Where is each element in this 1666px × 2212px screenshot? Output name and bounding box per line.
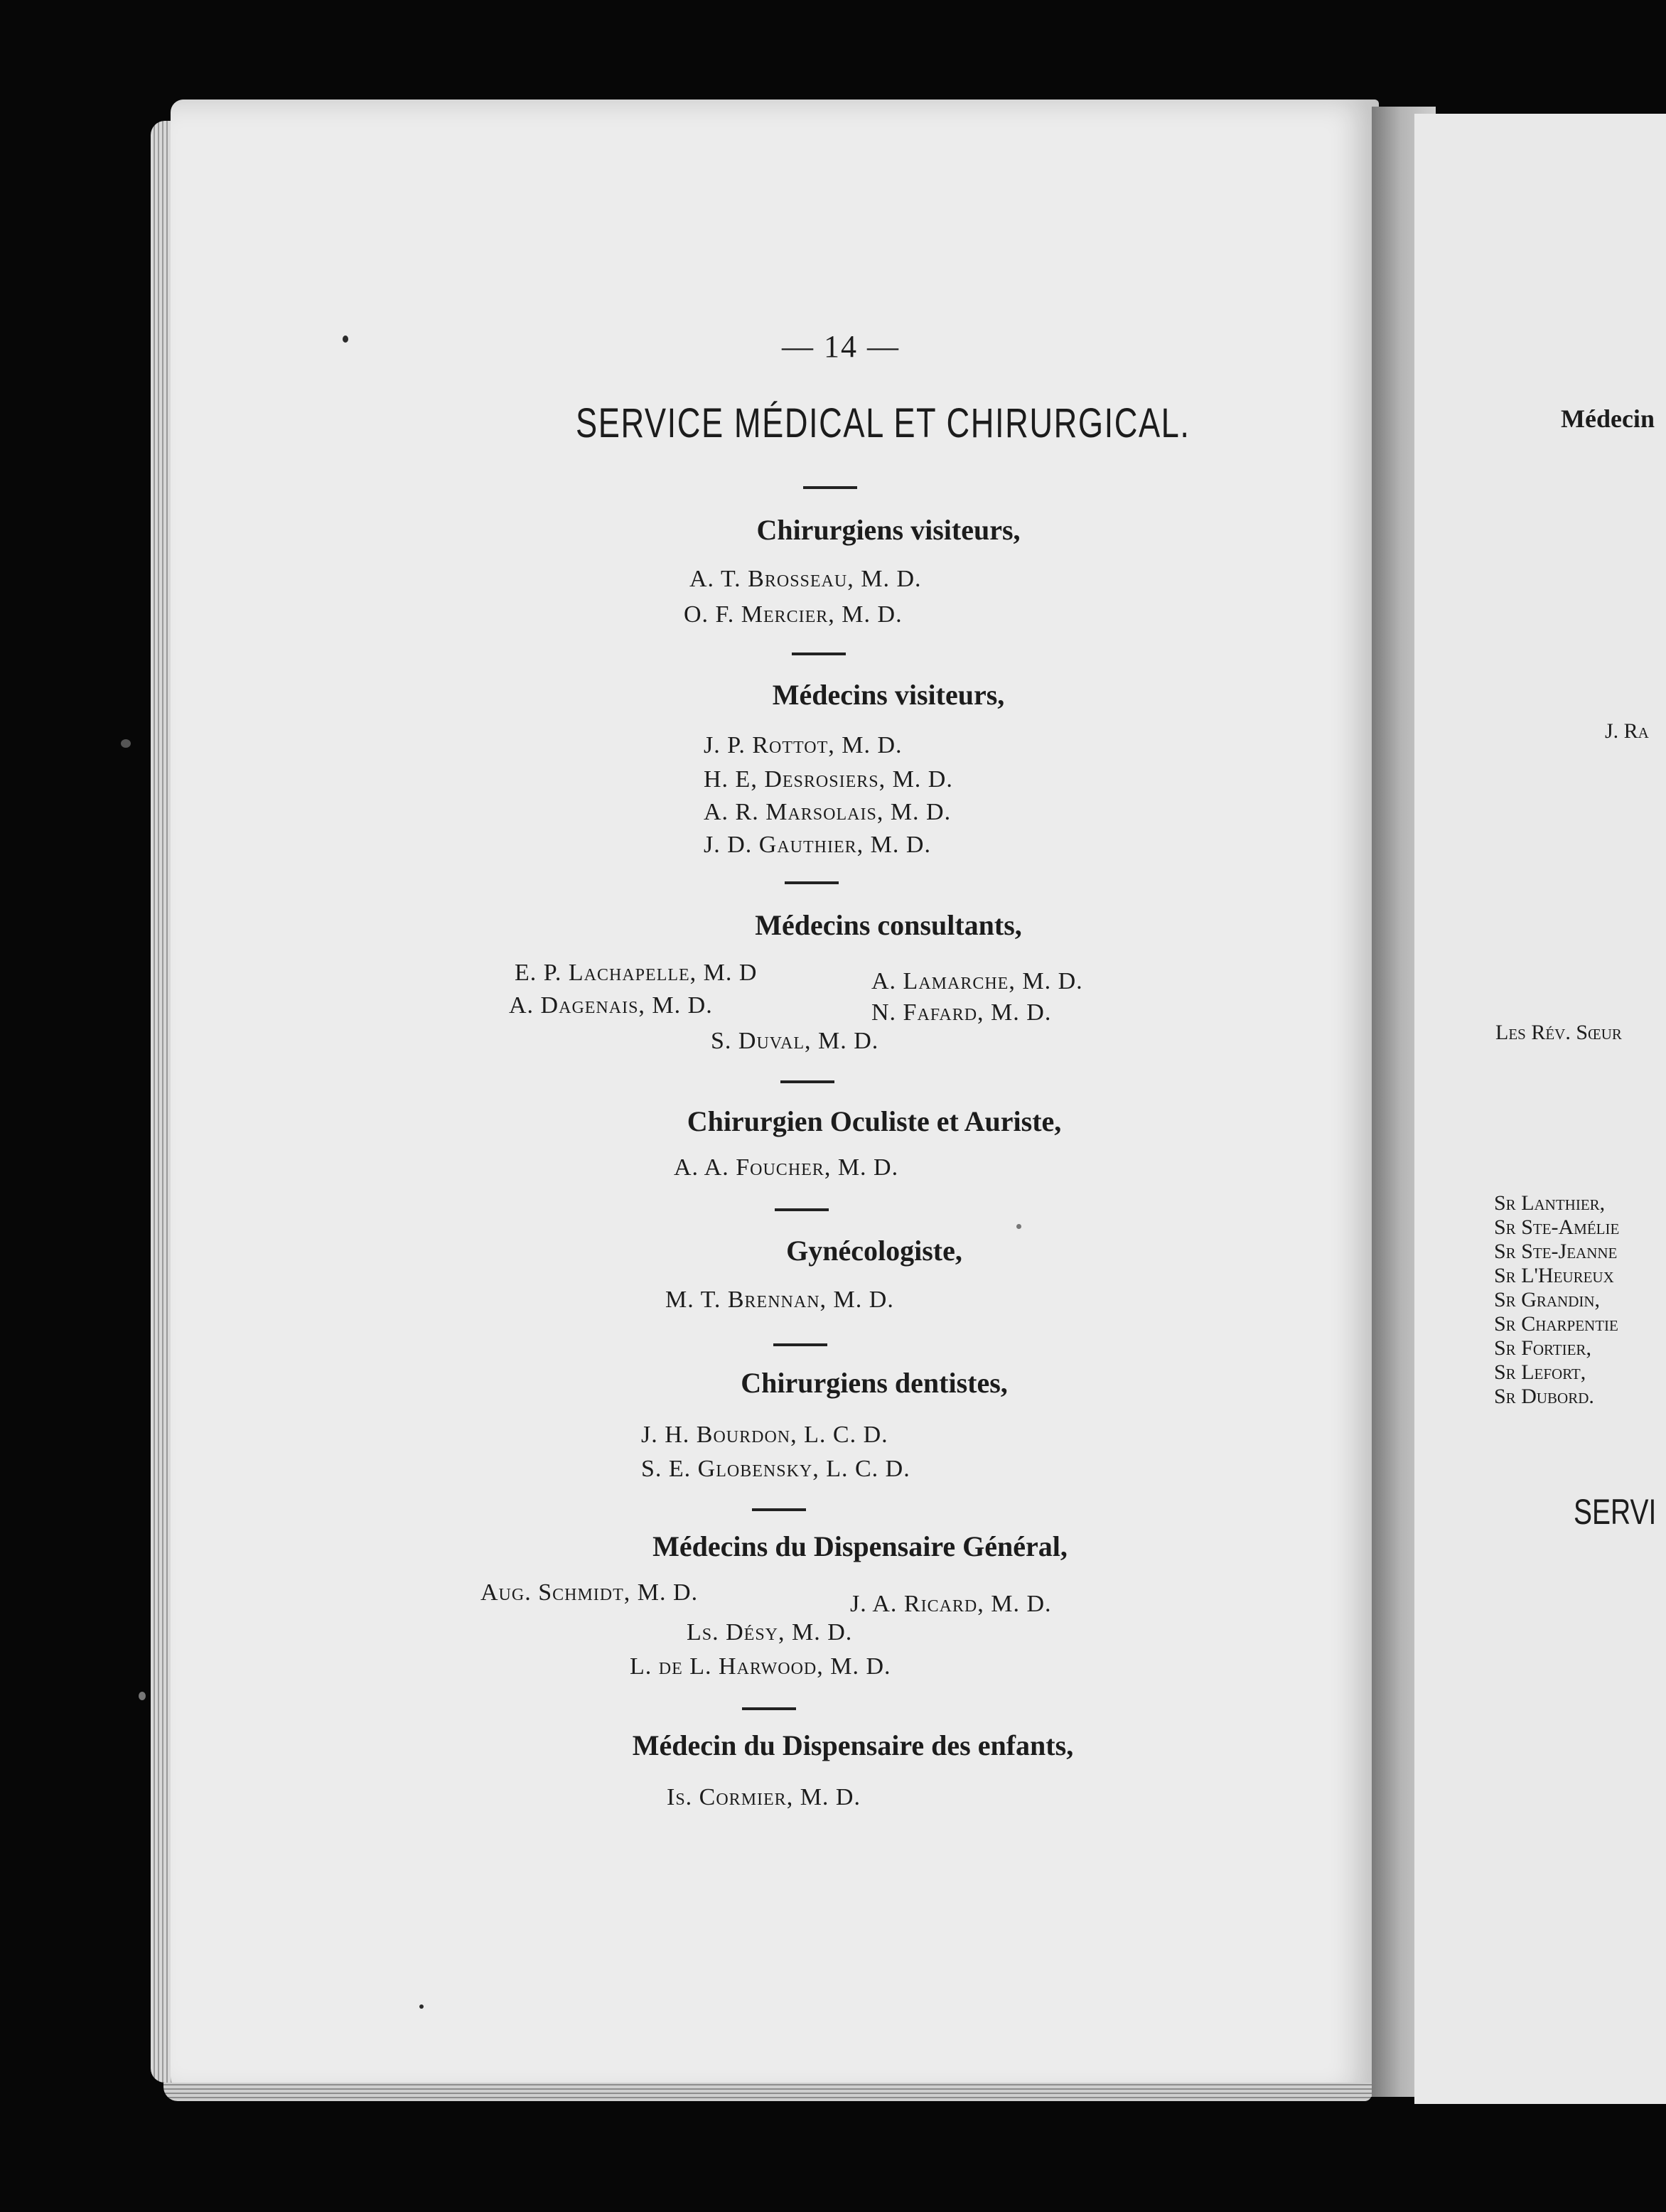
name-entry: L. de L. Harwood, M. D. — [630, 1653, 891, 1680]
name-entry: A. R. Marsolais, M. D. — [704, 799, 952, 825]
page-title: SERVICE MÉDICAL ET CHIRURGICAL. — [576, 400, 1191, 446]
name-entry: S. E. Globensky, L. C. D. — [641, 1456, 910, 1482]
name-entry: A. T. Brosseau, M. D. — [689, 566, 922, 592]
name-entry: O. F. Mercier, M. D. — [684, 601, 903, 628]
sister-entry: Sr Lefort, — [1494, 1360, 1586, 1384]
sister-entry: Sr Ste-Amélie — [1494, 1215, 1620, 1239]
name-entry: J. D. Gauthier, M. D. — [704, 832, 931, 858]
dust-speck — [121, 739, 131, 748]
dust-speck — [139, 1692, 146, 1700]
name-entry: J. H. Bourdon, L. C. D. — [641, 1422, 888, 1448]
divider-rule — [785, 881, 839, 884]
dust-speck — [1016, 1224, 1021, 1229]
dust-speck — [343, 335, 348, 343]
sister-entry: Sr L'Heureux — [1494, 1264, 1614, 1287]
page-bottom-edge — [163, 2083, 1372, 2101]
section-heading-gynecologiste: Gynécologiste, — [786, 1235, 962, 1267]
right-page-soeurs-fragment: Les Rév. Sœur — [1495, 1021, 1622, 1044]
sister-entry: Sr Dubord. — [1494, 1385, 1594, 1408]
right-page-heading-fragment: Médecin — [1561, 404, 1655, 433]
name-entry: Is. Cormier, M. D. — [667, 1784, 861, 1810]
name-entry: H. E, Desrosiers, M. D. — [704, 766, 953, 793]
name-entry: E. P. Lachapelle, M. D — [515, 960, 758, 986]
section-heading-dispensaire-enfants: Médecin du Dispensaire des enfants, — [632, 1729, 1074, 1761]
section-heading-oculiste-auriste: Chirurgien Oculiste et Auriste, — [687, 1105, 1062, 1137]
sister-entry: Sr Lanthier, — [1494, 1191, 1606, 1215]
divider-rule — [803, 486, 857, 489]
name-entry: J. P. Rottot, M. D. — [704, 732, 903, 758]
sister-entry: Sr Ste-Jeanne — [1494, 1240, 1618, 1263]
name-entry: S. Duval, M. D. — [711, 1028, 879, 1054]
section-heading-dispensaire-general: Médecins du Dispensaire Général, — [652, 1530, 1068, 1562]
divider-rule — [775, 1208, 829, 1211]
page-number: — 14 — — [782, 329, 900, 364]
divider-rule — [752, 1508, 806, 1511]
name-entry: A. Dagenais, M. D. — [509, 992, 713, 1019]
dust-speck — [419, 2004, 424, 2009]
section-heading-medecins-visiteurs: Médecins visiteurs, — [772, 679, 1005, 711]
name-entry: Ls. Désy, M. D. — [687, 1619, 853, 1645]
divider-rule — [792, 653, 846, 655]
name-entry: Aug. Schmidt, M. D. — [480, 1579, 699, 1606]
divider-rule — [773, 1343, 827, 1346]
section-heading-medecins-consultants: Médecins consultants, — [755, 909, 1022, 941]
divider-rule — [780, 1080, 834, 1083]
name-entry: A. A. Foucher, M. D. — [674, 1154, 899, 1181]
right-page-name-fragment: J. Ra — [1605, 719, 1649, 743]
name-entry: A. Lamarche, M. D. — [871, 968, 1083, 994]
sister-entry: Sr Charpentie — [1494, 1312, 1618, 1336]
section-heading-chirurgiens-dentistes: Chirurgiens dentistes, — [741, 1367, 1008, 1399]
name-entry: J. A. Ricard, M. D. — [850, 1591, 1052, 1617]
sister-entry: Sr Grandin, — [1494, 1288, 1601, 1311]
name-entry: M. T. Brennan, M. D. — [665, 1287, 894, 1313]
right-page-title-fragment: SERVI — [1574, 1492, 1657, 1532]
sister-entry: Sr Fortier, — [1494, 1336, 1591, 1360]
divider-rule — [742, 1707, 796, 1710]
section-heading-chirurgiens-visiteurs: Chirurgiens visiteurs, — [756, 514, 1021, 546]
name-entry: N. Fafard, M. D. — [871, 999, 1052, 1026]
